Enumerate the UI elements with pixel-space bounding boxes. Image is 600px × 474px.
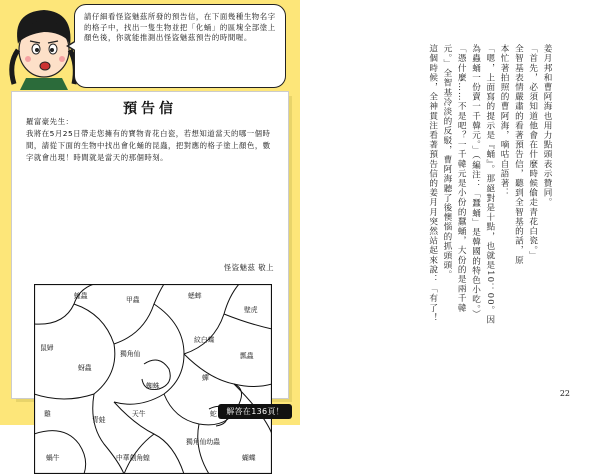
text-column: 姜月邦和曹阿海也用力點頭表示贊同。 [542, 44, 552, 208]
region-label: 天牛 [132, 410, 146, 418]
region-label: 蝴蝶 [242, 454, 256, 462]
region-label: 蟬 [202, 374, 209, 382]
speech-bubble-tail-inner [69, 41, 77, 51]
letter-body-block [26, 116, 276, 164]
letter-title: 預告信 [123, 101, 177, 117]
answer-note: 解答在136頁！ [218, 404, 292, 419]
region-label: 蛇 [210, 410, 217, 418]
speech-bubble [74, 4, 286, 88]
region-label: 瓢蟲 [240, 352, 254, 360]
region-label: 蚜蟲 [78, 364, 92, 372]
text-column: 「首先，必須知道他會在什麼時候偷走青花白瓷。」 [527, 44, 538, 261]
text-column: 本忙著拍照的曹阿海，嘀咕自語著： [499, 44, 510, 198]
region-label: 蟋蟀 [188, 292, 202, 300]
letter-salutation: 羅富豪先生： [26, 117, 74, 126]
region-label: 獨角仙 [120, 350, 141, 358]
region-label: 蝗蟲 [74, 292, 88, 300]
right-page [300, 0, 600, 425]
region-label: 蝸牛 [46, 454, 60, 462]
letter-signature: 怪盜魅茲 敬上 [223, 263, 274, 272]
region-label: 鼠婦 [40, 344, 54, 352]
region-label: 中華劍角蝗 [116, 454, 150, 462]
region-label: 雞 [44, 410, 51, 418]
text-column: 「憑什麼……不是吧？一千韓元是小份的蠶蛹，大份的是兩千韓 [456, 44, 467, 313]
region-label: 壁虎 [244, 306, 258, 314]
bubble-text: 請仔細看怪盜魅茲所發的預告信，在下面幾種生物名字的格子中，找出一隻生物並把「化蛹」的區塊全部塗上顏色後，你就能推測出怪盜魅茲預告的時間喔。 [84, 12, 276, 43]
region-label: 獨角仙幼蟲 [186, 438, 220, 446]
region-label: 甲蟲 [126, 296, 140, 304]
text-column: 為蟲蛹一份賣一千韓元。」（編注：「蠶蛹」是韓國的特色小吃。） [470, 44, 481, 320]
text-column: 全智基表情嚴肅的看著預告信，聽到全智基的話，原 [513, 44, 524, 265]
region-label: 紋白蝶 [194, 336, 215, 344]
region-label: 蜘蛛 [146, 382, 160, 390]
letter-body: 我將在5月25日帶走您擁有的寶物青花白瓷，若想知道當天的哪一個時間，請從下面的生物中找出會化蛹的昆蟲，把對應的格子塗上顏色，數字就會出現！時間就是當天的那個時刻。 [26, 129, 271, 162]
left-page [0, 0, 300, 462]
coloring-puzzle [34, 284, 272, 474]
vertical-text-columns [425, 44, 554, 374]
text-column: 這個時候，全神貫注看著預告信的姜月月突然站起來說：「有了！ [427, 44, 438, 323]
text-column: 元。」全智基冷淡的反駁，曹阿海聽了後懊惱的抓頭頭。 [441, 44, 452, 280]
region-label: 青蛙 [92, 416, 106, 424]
page-number: 22 [559, 389, 570, 398]
text-column: 「嗯，上面寫的提示是『蛹』。那絕對是十點，也就是10：00。因 [484, 44, 495, 325]
